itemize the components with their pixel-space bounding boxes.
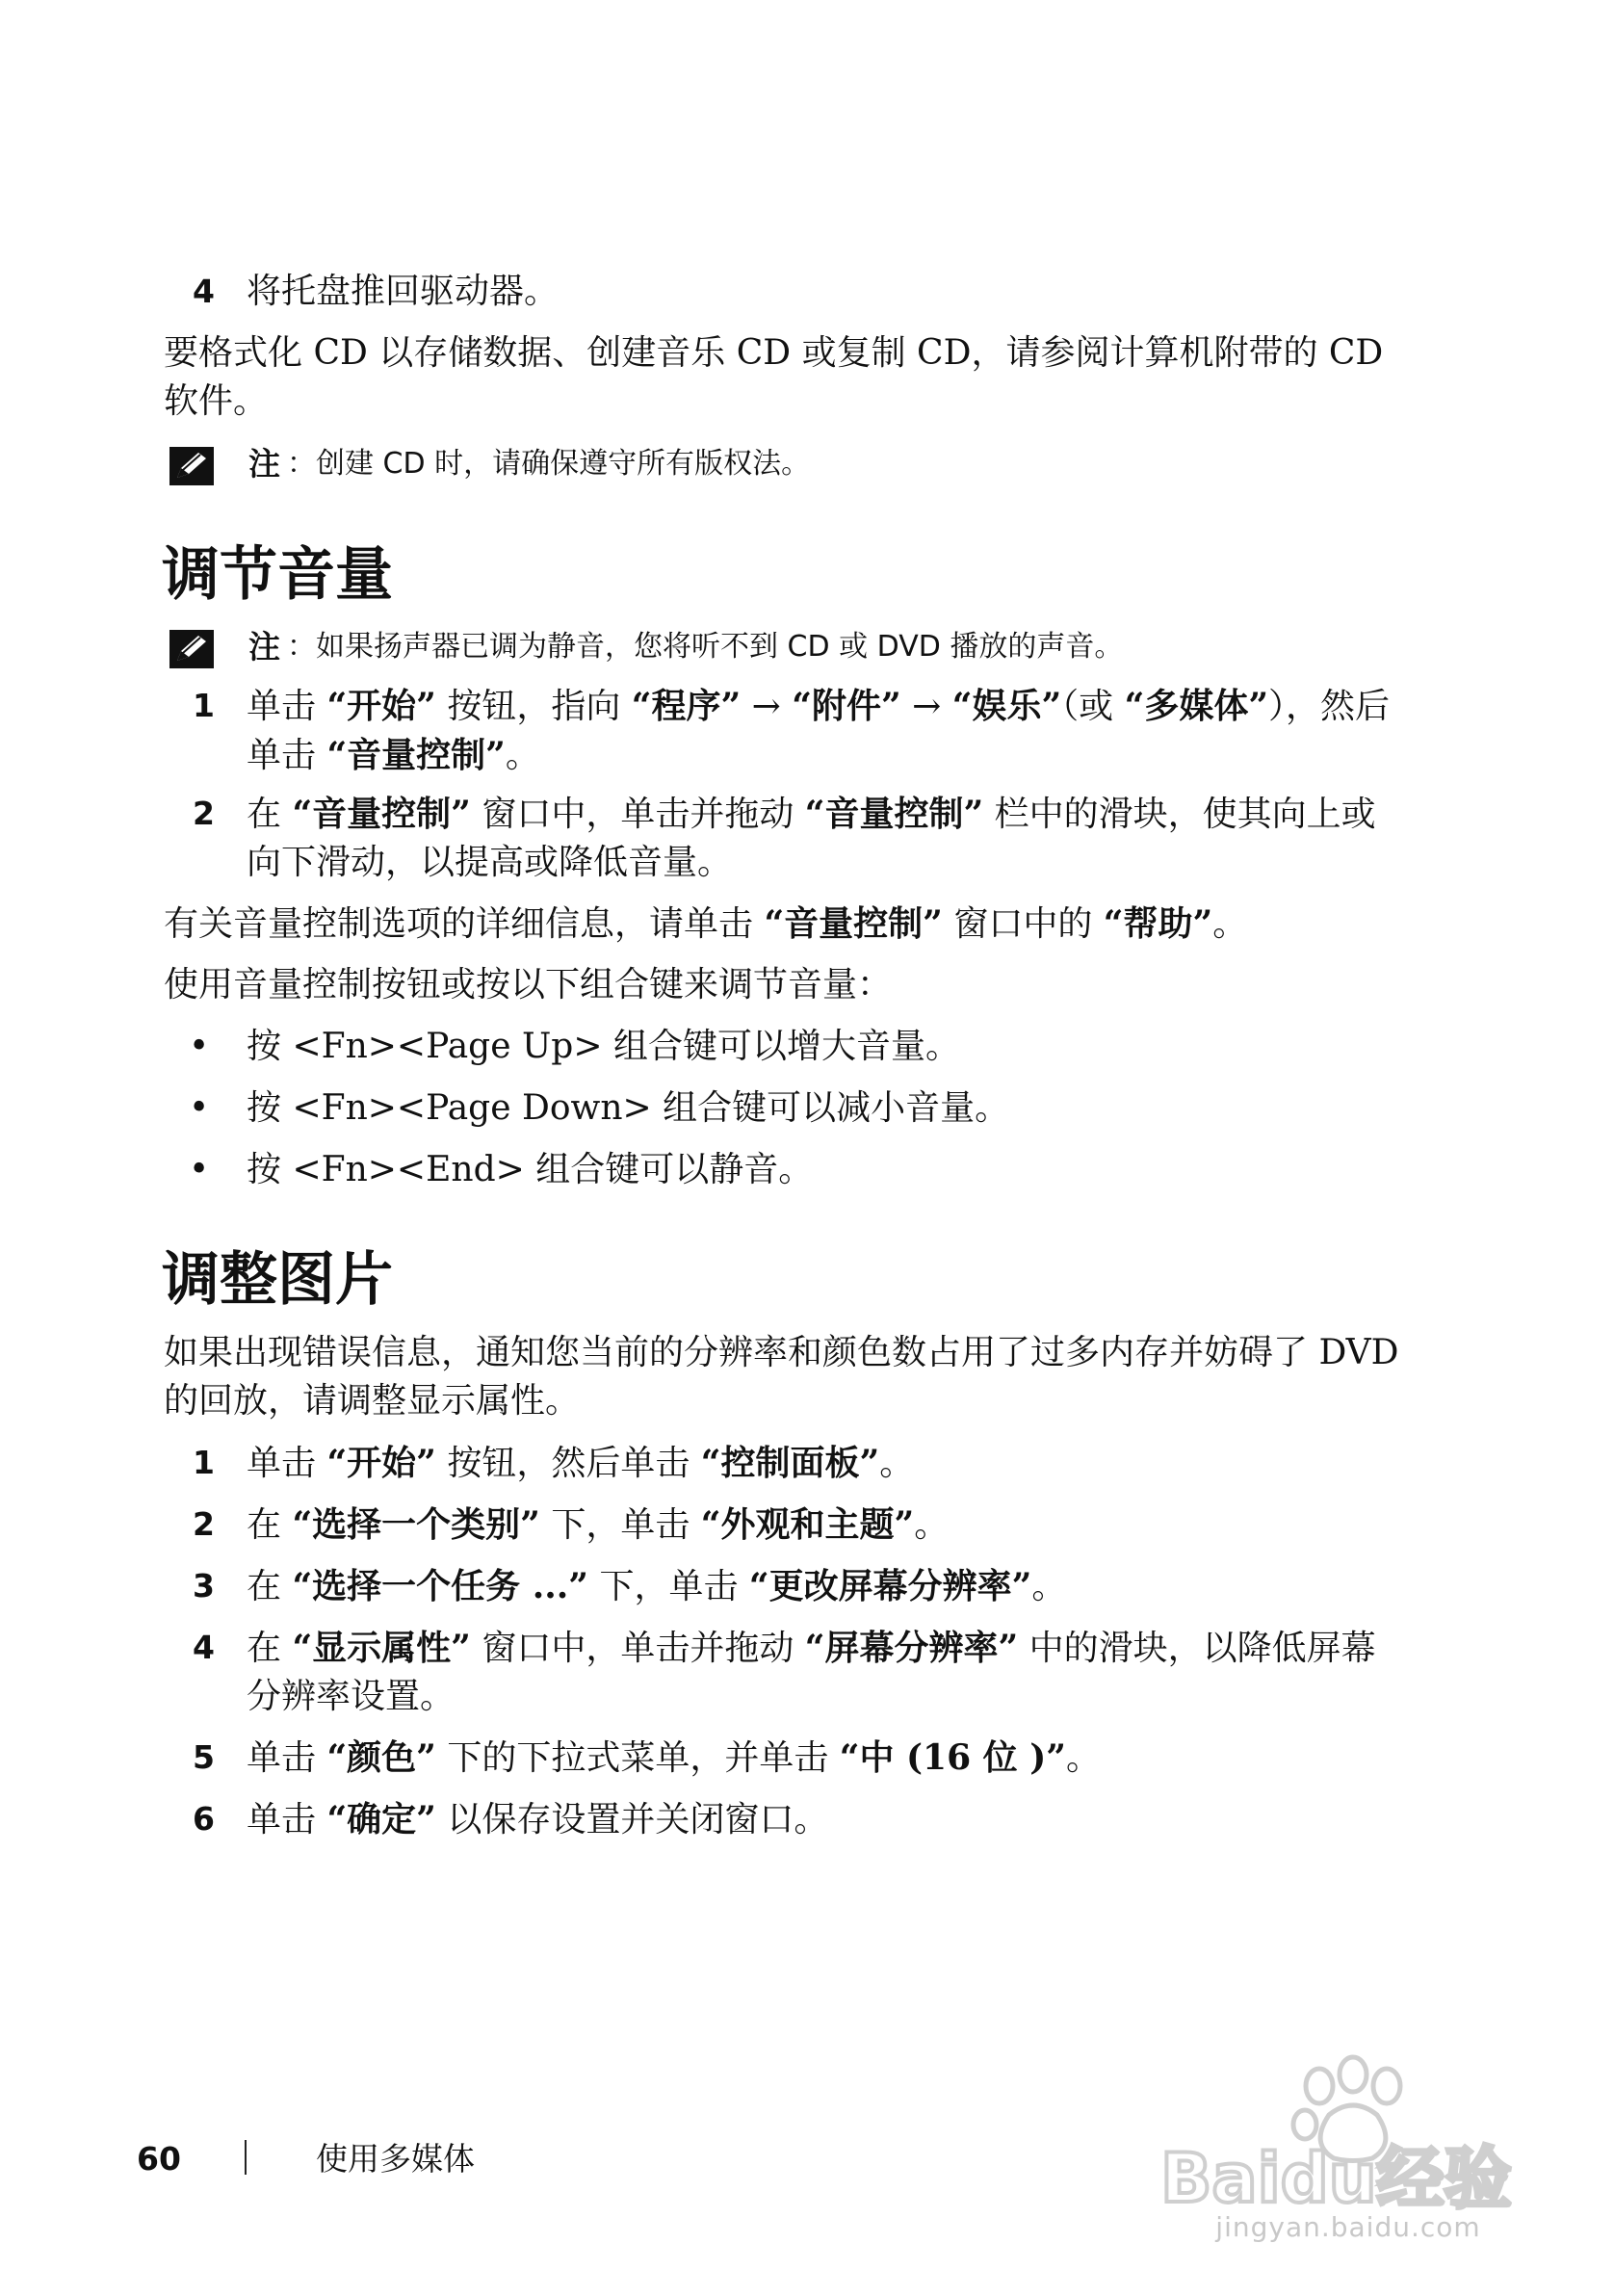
note-copyright [164, 441, 1406, 487]
footer-chapter-title: 使用多媒体 [316, 2140, 475, 2178]
step-text: 单击 “颜色” 下的下拉式菜单，并单击 “中 (16 位 )”。 [247, 1737, 1101, 1778]
picture-intro-paragraph: 如果出现错误信息，通知您当前的分辨率和颜色数占用了过多内存并妨碍了 DVD 的回放，请调整显示属性。 [164, 1333, 1399, 1421]
step-number: 3 [193, 1567, 215, 1605]
note-label: 注 [248, 445, 280, 483]
step-text: 将托盘推回驱动器。 [247, 272, 560, 311]
step-text: 单击 “开始” 按钮，然后单击 “控制面板”。 [247, 1443, 915, 1483]
pencil-note-icon [169, 447, 214, 485]
step-number: 1 [193, 687, 215, 724]
note-text: ：如果扬声器已调为静音，您将听不到 CD 或 DVD 播放的声音。 [287, 630, 1124, 664]
pencil-note-icon [169, 630, 214, 668]
volume-keys-paragraph: 使用音量控制按钮或按以下组合键来调节音量： [164, 965, 893, 1004]
step-text: 在 “显示属性” 窗口中，单击并拖动 “屏幕分辨率” 中的滑块，以降低屏幕分辨率设置。 [247, 1628, 1376, 1716]
note-text: ：创建 CD 时，请确保遵守所有版权法。 [287, 447, 811, 481]
step-text: 单击 “开始” 按钮，指向 “程序” → “附件” → “娱乐”（或 “多媒体”），然后单击 “音量控制”。 [247, 686, 1391, 775]
note-mute [164, 624, 1406, 670]
step-number: 2 [193, 1505, 215, 1543]
bullet-dot: • [189, 1150, 210, 1189]
cd-format-paragraph: 要格式化 CD 以存储数据、创建音乐 CD 或复制 CD，请参阅计算机附带的 CD 软件。 [164, 333, 1384, 421]
list-item-text: 按 <Fn><Page Down> 组合键可以减小音量。 [247, 1088, 1010, 1128]
step-text: 单击 “确定” 以保存设置并关闭窗口。 [247, 1799, 829, 1839]
step-number: 6 [193, 1800, 215, 1838]
step-number: 4 [193, 273, 215, 310]
step-text: 在 “选择一个任务 ...” 下，单击 “更改屏幕分辨率”。 [247, 1566, 1067, 1606]
bullet-dot: • [189, 1027, 210, 1066]
volume-help-paragraph: 有关音量控制选项的详细信息，请单击 “音量控制” 窗口中的 “帮助”。 [164, 903, 1248, 944]
step-text: 在 “选择一个类别” 下，单击 “外观和主题”。 [247, 1504, 950, 1545]
step-text: 在 “音量控制” 窗口中，单击并拖动 “音量控制” 栏中的滑块，使其向上或向下滑动，以提高或降低音量。 [247, 794, 1376, 882]
heading-adjust-volume: 调节音量 [162, 541, 393, 609]
footer-divider [245, 2140, 247, 2175]
heading-adjust-picture: 调整图片 [162, 1246, 393, 1314]
bullet-dot: • [189, 1088, 210, 1128]
watermark-url: jingyan.baidu.com [1215, 2211, 1481, 2243]
step-number: 4 [193, 1629, 215, 1666]
note-label: 注 [248, 628, 280, 665]
step-number: 5 [193, 1738, 215, 1776]
list-item-text: 按 <Fn><Page Up> 组合键可以增大音量。 [247, 1027, 960, 1066]
list-item-text: 按 <Fn><End> 组合键可以静音。 [247, 1150, 814, 1189]
step-number: 2 [193, 795, 215, 832]
page-number: 60 [137, 2140, 181, 2178]
svg-text:Baidu经验: Baidu经验 [1160, 2139, 1512, 2218]
step-number: 1 [193, 1444, 215, 1481]
